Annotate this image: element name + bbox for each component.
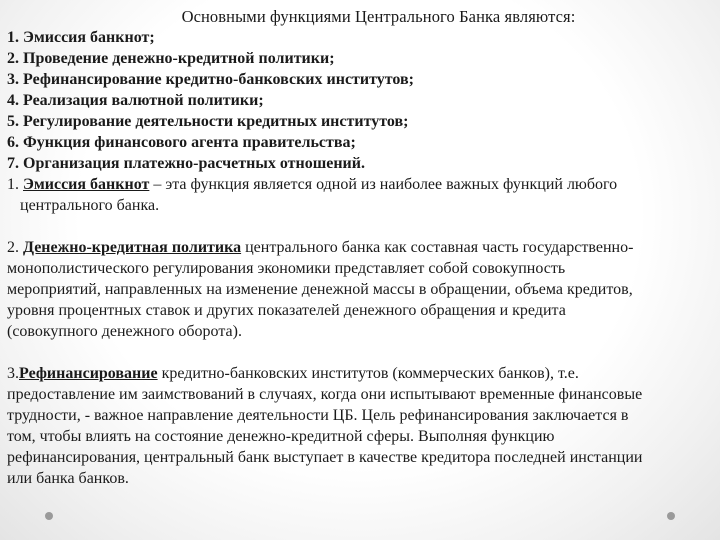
list-item: 7. Организация платежно-расчетных отношений. [7,155,365,172]
functions-list [7,27,720,174]
list-item: 3. Рефинансирование кредитно-банковских институтов; [7,71,414,88]
list-item: 2. Проведение денежно-кредитной политики; [7,50,335,67]
term-monetary-policy: Денежно-кредитная политика [23,239,242,256]
list-item: 1. Эмиссия банкнот; [7,29,155,46]
slide-title: Основными функциями Центрального Банка являются: [181,7,576,26]
list-item: 4. Реализация валютной политики; [7,92,264,109]
paragraph-monetary-policy: 2. Денежно-кредитная политика центрального банка как составная часть государственно- монополистического регулирования экономики представляет собой совокупность мероприятий, направленных на изменение денежной массы в обращении, объема кредитов, уровня процентных ставок и других показателей денежного обращения и кредита (совокупного денежного оборота). [7,239,634,340]
term-refinancing: Рефинансирование [19,365,158,382]
list-item: 5. Регулирование деятельности кредитных институтов; [7,113,409,130]
list-item: 6. Функция финансового агента правительства; [7,134,356,151]
paragraph-emission: 1. Эмиссия банкнот – эта функция является одной из наиболее важных функций любого центрального банка. [7,176,618,214]
decorative-dot-right [667,512,675,520]
paragraph-refinancing: 3.Рефинансирование кредитно-банковских институтов (коммерческих банков), т.е. предоставление им заимствований в случаях, когда они испытывают временные финансовые трудности, - важное направление деятельности ЦБ. Цель рефинансирования заключается в том, чтобы влиять на состояние денежно-кредитной сферы. Выполняя функцию рефинансирования, центральный банк выступает в качестве кредитора последней инстанции или банка банков. [7,365,643,487]
decorative-dot-left [45,512,53,520]
term-emission: Эмиссия банкнот [23,176,150,193]
slide-content [7,6,720,489]
